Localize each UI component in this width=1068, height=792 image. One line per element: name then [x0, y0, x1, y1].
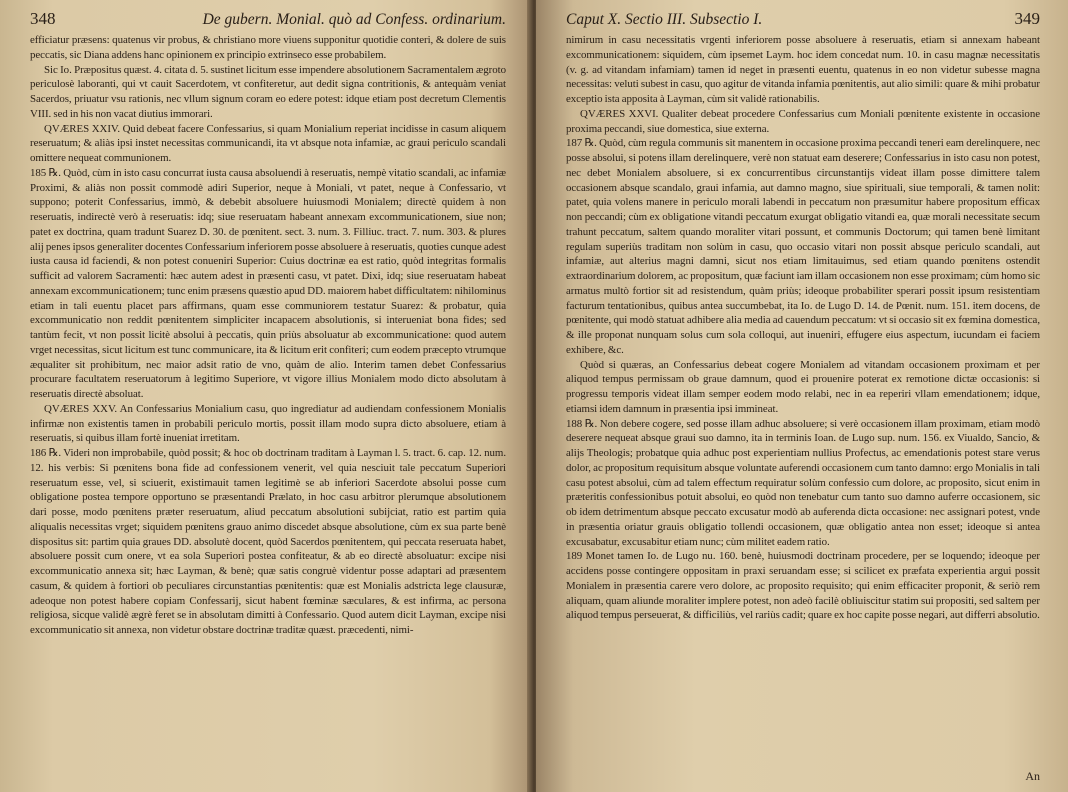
numbered-paragraph: 188 ℞. Non debere cogere, sed posse illam adhuc absoluere; si verè occasionem illam proximam, etiam modò deserere nequeat absque graui suo damno, ita in terminis Ioan. de Lugo sup. num. 156. ex Viualdo, Sancio, & alijs Theologis; probatque quia adhuc post experientiam nullius Profectus, ac emendationis potest stare verus dolor, ac propositum requisitum absque voluntate auferendi occasionem cum tanto damno: ergo Monialis in tali casu potest absolui, cùm ad talem effectum requiratur solùm confessio cum dolore, ac proposito, sicut enim in præteritis confessionibus potuit absolui, eo quòd non tenebatur cum tanto suo damno auferre occasionem, sic ob idem detrimentum absque peccato excusatur modò ab auferenda dicta occasione: nec assignari potest, vnde in præsentia oriatur grauis obligatio tollendi occasionem, quæ obligatio antea non esset; ideoque si antea excusabatur, excusabitur etiam nunc; cùm militet eadem ratio. — [566, 417, 1040, 548]
right-page — [536, 0, 1068, 792]
question-heading: QVÆRES XXV. An Confessarius Monialium casu, quo ingrediatur ad audiendam confessionem Monialis infirmæ non existentis tamen in probabili periculo mortis, possit illam modo supra dicto absoluere, etiam à reseruatis, si quibus illam fortè inueniat irretitam. — [30, 402, 506, 445]
catchword: An — [1025, 769, 1040, 783]
left-page-number: 348 — [30, 9, 56, 28]
numbered-paragraph: 185 ℞. Quòd, cùm in isto casu concurrat iusta causa absoluendi à reseruatis, nempè vitatio scandali, ac infamiæ Proximi, & aliàs non possit commodè adiri Superior, neque à Moniali, vt patet, neque à Confessario, vt suppono; poterit Confessarius, immò, & debebit absoluere huiusmodi Monialem; directè quidem à non reseruatis, indirectè verò à reseruatis: idq; siue reseruatam habeant annexam excommunicationem, siue non; patet ex doctrina, quam tradunt Suarez D. 30. de pœnitent. sect. 3. num. 3. Filliuc. tract. 7. num. 303. & plures alij penes ipsos generaliter docentes Confessarium inferiorem posse absoluere à reseruatis, quoties cunque adest iusta causa id faciendi, & non potest conueniri Superior: Cuius doctrinæ ea est ratio, quòd integritas formalis sufficit ad valorem Sacramenti: hæc autem adest in præsenti casu, vt patet. Dixi, idq; siue reseruatam habeat annexam excommunicationem; tunc enim præsens quæstio apud DD. maiorem habet difficultatem: nihilominus etiam in tali euentu placet pars affirmans, quam esse communiorem testatur Suarez: & probatur, quia excommunicatio non reddit pœnitentem simpliciter incapacem absolutionis, si interueniat bona fides; sed tantùm fecit, vt non possit licitè absolui à peccatis, quin priùs absoluatur ab excommunicatione: quod autem vrget necessitas, sicut licitum est tunc communicare, ita & licitum erit confiteri; cum eodem præcepto vtrumque æqualiter sit prohibitum, nec maior adsit ratio de vno, quàm de alio. Interim tamen debet Confessarius procurare facultatem reseruatorum à legitimo Superiore, vt vigore illius Monialem modo dicto absolutam à reseruatis directè absoluat. — [30, 166, 507, 400]
left-running-head — [30, 8, 506, 31]
left-body-text — [30, 33, 506, 638]
paragraph: nimirum in casu necessitatis vrgenti inferiorem posse absoluere à reseruatis, etiam si annexam habeant excommunicationem: siquidem, cùm ipsemet Laym. hoc idem concedat num. 10. in casu magnæ necessitatis (v. g. ad vitandam infamiam) tamen id neget in præsenti euentu, quatenus in eo non videtur subesse magna necessitas: veluti subest in casu, quo agitur de vitanda infamia pœnitentis, aut alio simili: quare & mihi probatur exceptio ista apposita à Layman, cùm sit validè rationabilis. — [566, 34, 1040, 105]
right-running-head — [566, 8, 1040, 31]
numbered-paragraph: 186 ℞. Videri non improbabile, quòd possit; & hoc ob doctrinam traditam à Layman l. 5. tract. 6. cap. 12. num. 12. his verbis: Si pœnitens bona fide ad confessionem venerit, vel quia nesciuit tale peccatum Superiori reseruatum esse, vel, si sciuerit, existimauit tamen legitimè se ab inferiori Sacerdote absolui posse cum obligatione postea tempore opportuno se præsentandi Prælato, in hoc casu arbitror plerumque absolutionem dari posse, modo pœnitens præter reseruatum, aliud peccatum absolutioni subijciat, ratio est partim quia aliqualis necessitas vrget; siquidem pœnitens grauo animo discedet absque absolutione, cùm ex sua parte benè dispositus sit: partim quia graues DD. absolutè docent, quòd Sacerdos pœnitentem, qui peccata reseruata habet, absoluere possit cum onere, vt ea sola Superiori postea confiteatur, & ab eo directè absoluatur: excipe nisi excommunicatio annexa sit; hæc Layman, & benè; quæ satis congruè videntur posse adaptari ad præsentem casum, & quidem à fortiori ob peculiares circunstantias pœnitentis: quæ est Monialis adstricta lege clausuræ, adeoque non potest habere copiam Confessarij, sicut habent fœminæ sæculares, & est infirma, ac persona religiosa, sicque validè ægrè feret se in absolutam dimitti à Confessario. Quod autem dicit Layman, excipe nisi excommunicatio sit annexa, non videtur obstare doctrinæ traditæ quæst. præcedenti, nimi- — [30, 447, 506, 636]
numbered-paragraph: 189 Monet tamen Io. de Lugo nu. 160. benè, huiusmodi doctrinam procedere, per se loquendo; ideoque per accidens posse contingere oppositam in praxi seruandam esse; si scilicet ex præfata experientia argui possit Monialem in præsentia carere vero dolore, ac proposito requisito; qui enim efficaciter proponit, & seriò rem aliquam, quam aliunde moraliter implere potest, non adeò facilè obliuiscitur statim sui propositi, sed saltem per aliquod tempus perseuerat, & difficiliùs, vel rariùs cadit; quare ex hoc capite posse negari, aut differri absolutio. — [566, 550, 1040, 622]
numbered-paragraph: 187 ℞. Quòd, cùm regula communis sit manentem in occasione proxima peccandi teneri eam derelinquere, nec posse absolui, si potens illam derelinquere, verè non statuat eam deserere; Confessarius in isto casu non potest, nec debet Monialem absoluere, si ex concurrentibus circunstantijs videat illam posse dimittere talem occasionem absque scandalo, graui infamia, aut damno magno, siue spirituali, siue temporali, & tamen nolit: patet, quia volens manere in periculo morali labendi in peccatum non præsumitur habere propositum efficax non peccandi; cùm ex obligatione vitandi peccatum exurgat obligatio vitandi ea, quæ morali necessitate secum trahunt peccatum, saltem quando moraliter vitari possunt, et communis Doctorum; qui tamen benè limitant regulam superiùs traditam non solùm in casu, quo occasio vitari non possit absque periculo scandali, aut infamiæ, aut alterius magni damni, sicut nos etiam limitauimus, sed etiam quando pœnitens ostendit extraordinarium dolorem, ac propositum, quæ faciunt iam illam occasionem non esse proximam; cùm homo sic armatus multò fortior sit ad resistendum, quàm priùs; ideoque probabiliter sperari possit ipsum resistentiam facturum tentationibus, quibus antea succumbebat, ita Io. de Lugo D. 14. de Pœnit. num. 151. item docens, de pœnitente, qui modò statuat adhibere alia media ad cauendum peccatum: vt si occasio sit ex fœmina domestica, & ille proponat nunquam solus cum sola colloqui, aut inueniri, effugere eius aspectum, iucundam ei faciem exhibere, &c. — [566, 137, 1040, 356]
left-page — [0, 0, 532, 792]
left-header-title: De gubern. Monial. quò ad Confess. ordinarium. — [202, 11, 506, 28]
paragraph: Sic Io. Præpositus quæst. 4. citata d. 5. sustinet licitum esse impendere absolutionem Sacramentalem ægroto periculosè laboranti, qui vt cauit Sacerdotem, vt confiteretur, aut dedit signa contritionis, & antequàm veniat Sacerdos, priuatur vsu rationis, nec vllum signum coram eo edere potest: idque etiam post decretum Clementis VIII. sed in his non vacat diutius immorari. — [30, 63, 506, 120]
right-header-title: Caput X. Sectio III. Subsectio I. — [566, 11, 763, 28]
paragraph: efficiatur præsens: quatenus vir probus, & christiano more viuens supponitur quotidie conteri, & dolere de suis peccatis, sic Diana addens hanc opinionem ex principio extrinseco esse probabilem. — [30, 34, 506, 61]
paragraph: Quòd si quæras, an Confessarius debeat cogere Monialem ad vitandam occasionem proximam et per aliquod tempus permissam ob graue damnum, quod ei prouenire poterat ex remotione dictæ occasionis: si progressu temporis videat illam semper eodem modo relabi, nec in ea reperiri vllam emendationem; idque, etiamsi idem damnum in præsentia ipsi immineat. — [566, 358, 1040, 415]
question-heading: QVÆRES XXVI. Qualiter debeat procedere Confessarius cum Moniali pœnitente existente in occasione proxima peccandi, siue domestica, siue externa. — [566, 107, 1040, 135]
right-page-number: 349 — [1014, 9, 1040, 28]
right-body-text — [566, 33, 1040, 623]
question-heading: QVÆRES XXIV. Quid debeat facere Confessarius, si quam Monialium reperiat incidisse in casum aliquem reseruatum; & aliàs ipsi instet necessitas communicandi, ita vt absque nota infamiæ, ac graui periculo scandali omittere nequeat communionem. — [30, 122, 506, 164]
